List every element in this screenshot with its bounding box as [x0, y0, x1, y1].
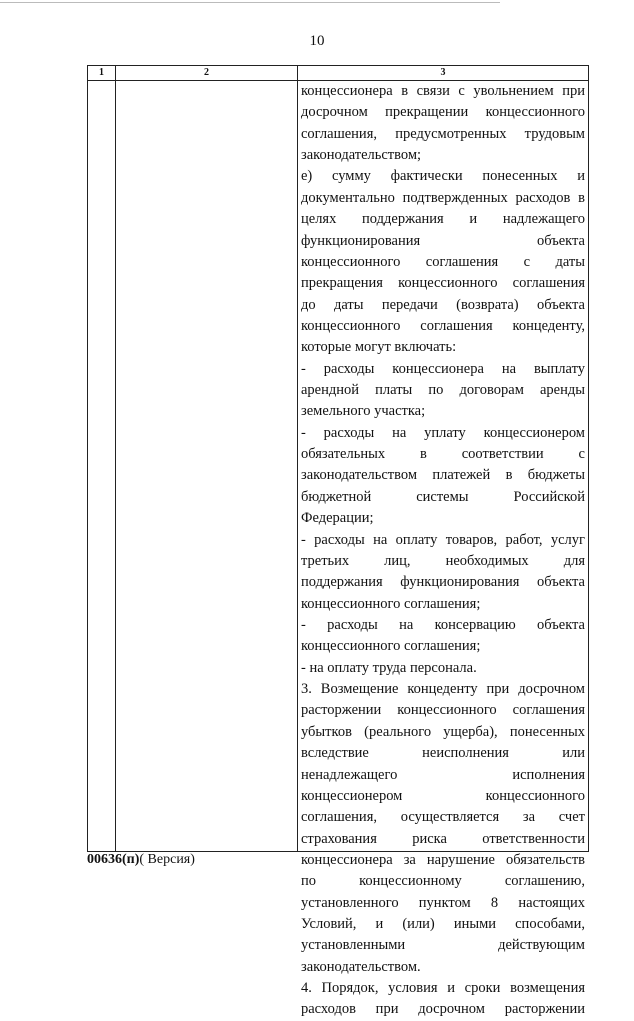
text-line: расторжении концессионного соглашения: [301, 702, 585, 719]
text-line: концессионером концессионного: [301, 787, 585, 804]
footer: [87, 852, 195, 868]
text-line: 4. Порядок, условия и сроки возмещения: [301, 980, 585, 997]
text-line: концессионного соглашения концеденту,: [301, 317, 585, 334]
text-line: законодательством;: [301, 147, 422, 164]
text-line: убытков (реального ущерба), понесенных: [301, 723, 585, 740]
text-line: по концессионному соглашению,: [301, 873, 585, 890]
column-3-text: [298, 81, 588, 1021]
text-line: - расходы на оплату товаров, работ, услуг: [301, 531, 585, 548]
text-line: - расходы на консервацию объекта: [301, 616, 585, 633]
top-edge-line: [0, 2, 500, 3]
text-line: 3. Возмещение концеденту при досрочном: [301, 681, 585, 698]
text-line: бюджетной системы Российской: [301, 488, 585, 505]
text-line: вследствие неисполнения или: [301, 745, 585, 762]
text-line: страхования риска ответственности: [301, 830, 585, 847]
text-line: земельного участка;: [301, 403, 426, 420]
column-divider-1: [115, 66, 116, 851]
text-line: ненадлежащего исполнения: [301, 766, 585, 783]
text-line: - расходы на уплату концессионером: [301, 424, 585, 441]
text-line: документально подтвержденных расходов в: [301, 189, 585, 206]
column-header-3: 3: [440, 67, 446, 78]
text-line: концессионного соглашения с даты: [301, 253, 585, 270]
text-line: третьих лиц, необходимых для: [301, 552, 585, 569]
text-line: законодательством платежей в бюджеты: [301, 467, 585, 484]
text-line: Федерации;: [301, 510, 374, 527]
text-line: установленными действующим: [301, 937, 585, 954]
text-line: поддержания функционирования объекта: [301, 574, 585, 591]
text-line: соглашения, осуществляется за счет: [301, 809, 585, 826]
text-line: обязательных в соответствии с: [301, 446, 585, 463]
text-line: законодательством.: [301, 958, 421, 975]
text-line: соглашения, предусмотренных трудовым: [301, 125, 585, 142]
text-line: концессионного соглашения;: [301, 595, 481, 612]
text-line: - расходы концессионера на выплату: [301, 360, 585, 377]
text-line: Условий, и (или) иными способами,: [301, 916, 585, 933]
text-line: - на оплату труда персонала.: [301, 659, 477, 676]
document-code: 00636(п): [87, 852, 140, 867]
text-line: концессионера за нарушение обязательств: [301, 851, 585, 868]
text-line: целях поддержания и надлежащего: [301, 211, 585, 228]
text-line: арендной платы по договорам аренды: [301, 382, 585, 399]
text-line: расходов при досрочном расторжении: [301, 1001, 585, 1018]
text-line: досрочном прекращении концессионного: [301, 104, 585, 121]
version-label: ( Версия): [139, 852, 195, 867]
text-line: функционирования объекта: [301, 232, 585, 249]
text-line: установленного пунктом 8 настоящих: [301, 894, 585, 911]
column-header-2: 2: [204, 67, 209, 78]
text-line: концессионного соглашения;: [301, 638, 481, 655]
text-line: которые могут включать:: [301, 339, 457, 356]
column-header-1: 1: [99, 67, 104, 78]
page-number: 10: [309, 33, 325, 49]
text-line: е) сумму фактически понесенных и: [301, 168, 585, 185]
text-line: прекращения концессионного соглашения: [301, 275, 585, 292]
text-line: до даты передачи (возврата) объекта: [301, 296, 585, 313]
text-line: концессионера в связи с увольнением при: [301, 83, 585, 99]
